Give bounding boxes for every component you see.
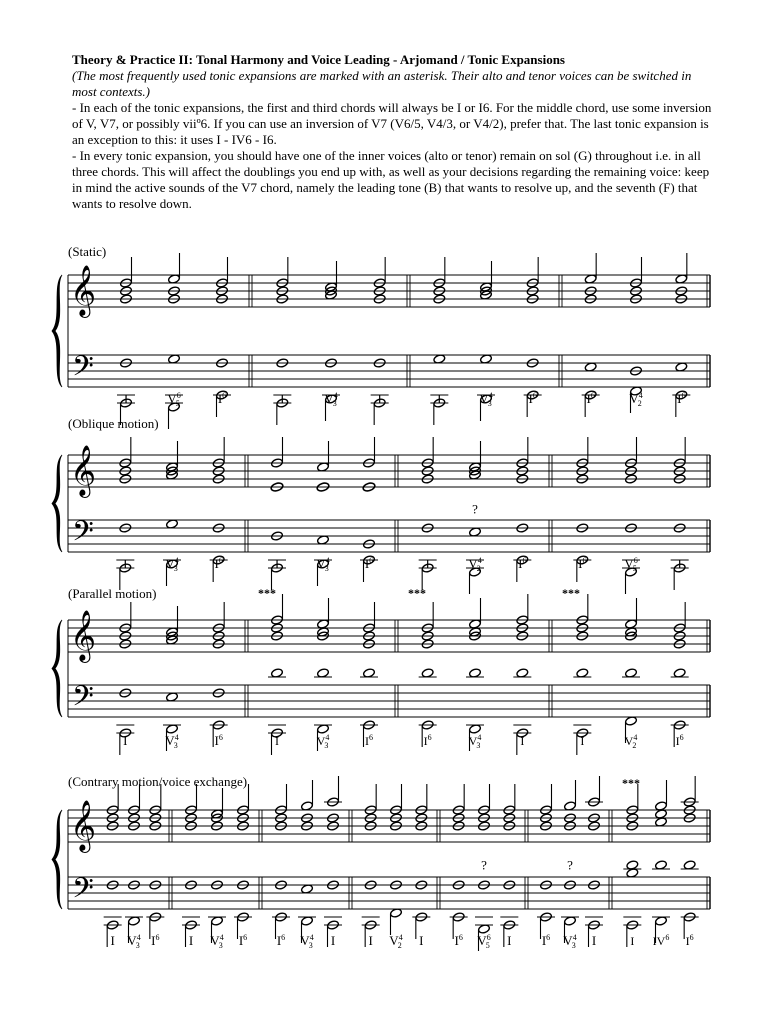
asterisk-marker: *** (258, 586, 276, 600)
roman-numeral: $I^6$ (541, 933, 551, 948)
treble-clef-icon: 𝄞 (70, 801, 97, 850)
roman-numeral: $V^6$ 5 (624, 556, 638, 573)
roman-numeral: I (123, 733, 128, 748)
grand-staff-brace (52, 810, 62, 909)
bass-clef-icon: 𝄢 (72, 874, 94, 911)
roman-numeral: $IV^6$ (652, 933, 670, 948)
roman-numeral: I (520, 734, 525, 748)
page-title: Theory & Practice II: Tonal Harmony and Voice Leading - Arjomand / Tonic Expansions (72, 52, 565, 67)
roman-numeral: I (280, 391, 285, 406)
roman-numeral: $V^4$ 2 (389, 933, 403, 950)
roman-numeral: I (677, 556, 682, 571)
roman-numeral: $I^6$ (217, 391, 227, 406)
roman-numeral: $V^4$ 3 (563, 933, 577, 950)
grand-staff-brace (52, 455, 62, 552)
roman-numeral: I (330, 933, 336, 948)
roman-numeral: I (377, 391, 382, 406)
instruction-bullet-1: - In each of the tonic expansions, the first and third chords will always be I or I6. For the middle chord, use some inversion of V, V7, or possibly viiº6. If you can use an inversion of V7 (V6/5, V4/3, or V4/2), prefer that. The last tonic expansion is an exception to this: it uses I - IV6 - I6. (72, 100, 712, 147)
roman-numeral: $V^4$ 3 (210, 933, 224, 950)
roman-numeral: I (123, 556, 128, 571)
roman-numeral: $V^4$ 3 (165, 733, 179, 750)
treble-clef-icon: 𝄞 (70, 611, 97, 660)
roman-numeral: $V^4$ 3 (479, 391, 493, 408)
roman-numeral: $V^4$ 2 (624, 733, 638, 750)
grand-staff-brace (52, 620, 62, 717)
roman-numeral: I (419, 933, 424, 948)
roman-numeral: I (630, 934, 635, 948)
bass-clef-icon: 𝄢 (72, 682, 94, 719)
grand-staff-brace (52, 275, 62, 387)
roman-numeral: $V^4$ 3 (300, 933, 314, 950)
bass-clef-icon: 𝄢 (72, 517, 94, 554)
roman-numeral: $V^4$ 3 (316, 556, 330, 573)
question-mark-annotation: ? (472, 501, 478, 517)
roman-numeral: $I^6$ (276, 933, 286, 948)
asterisk-marker: *** (622, 776, 640, 790)
roman-numeral: I (437, 391, 442, 406)
roman-numeral: $I^6$ (454, 933, 463, 948)
roman-numeral: $I^6$ (423, 733, 432, 748)
roman-numeral: $V^6$ 5 (167, 391, 181, 408)
roman-numeral: $V^6$ 5 (477, 933, 491, 950)
roman-numeral: $V^4$ 3 (324, 391, 338, 408)
roman-numeral: I (368, 933, 373, 948)
roman-numeral: I (591, 933, 597, 948)
asterisk-marker: *** (562, 586, 580, 600)
roman-numeral: $V^4$ 3 (127, 933, 141, 950)
bass-clef-icon: 𝄢 (72, 352, 94, 389)
roman-numeral: $I^6$ (214, 733, 223, 748)
section-label: (Static) (68, 244, 107, 259)
roman-numeral: $I^6$ (364, 556, 374, 571)
roman-numeral: I (580, 734, 585, 748)
roman-numeral: $I^6$ (214, 556, 223, 571)
roman-numeral: I (275, 734, 279, 748)
roman-numeral: I (425, 556, 430, 571)
roman-numeral: $I^6$ (151, 933, 160, 948)
asterisk-note: (The most frequently used tonic expansions are marked with an asterisk. Their alto and tenor voices can be switched in most contexts.) (72, 68, 692, 99)
section-label: (Contrary motion/voice exchange) (68, 774, 248, 789)
roman-numeral: $I^6$ (365, 733, 373, 748)
roman-numeral: $V^4$ 2 (629, 391, 643, 408)
roman-numeral: $V^4$ 3 (165, 556, 179, 573)
roman-numeral: $I^6$ (528, 391, 537, 406)
roman-numeral: I (110, 933, 115, 948)
roman-numeral: I (188, 933, 194, 948)
section-label: (Parallel motion) (68, 586, 157, 601)
section-label: (Oblique motion) (68, 416, 159, 431)
roman-numeral: $V^4$ 2 (468, 556, 482, 573)
asterisk-marker: *** (408, 586, 426, 600)
treble-clef-icon: 𝄞 (70, 266, 97, 315)
roman-numeral: $I^6$ (675, 733, 684, 748)
roman-numeral: I (274, 556, 280, 571)
roman-numeral: $I^6$ (586, 391, 595, 406)
roman-numeral: I (507, 933, 512, 948)
instruction-bullet-2: - In every tonic expansion, you should have one of the inner voices (alto or tenor) remain on sol (G) throughout i.e. in all three chords. This will affect the doublings you end up with, as well as your decisions regarding the remaining voice: keep in mind the active sounds of the V7 chord, namely the leading tone (B) that wants to resolve up, and the seventh (F) that wants to resolve down. (72, 148, 710, 211)
roman-numeral: $V^4$ 3 (316, 733, 330, 750)
roman-numeral: $I^6$ (238, 933, 248, 948)
roman-numeral: $I^6$ (677, 391, 686, 406)
roman-numeral: $I^6$ (518, 556, 527, 571)
question-mark-annotation: ? (567, 857, 573, 873)
roman-numeral: $I^6$ (685, 933, 694, 948)
treble-clef-icon: 𝄞 (70, 446, 97, 495)
roman-numeral: $I^6$ (578, 556, 587, 571)
roman-numeral: I (123, 391, 129, 406)
question-mark-annotation: ? (481, 857, 487, 873)
roman-numeral: $V^4$ 3 (468, 733, 482, 750)
